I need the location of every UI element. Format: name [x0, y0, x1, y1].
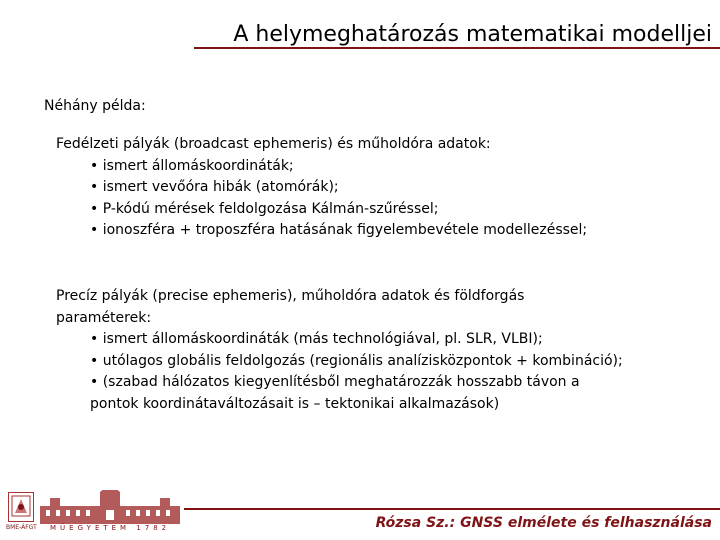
section-precise	[56, 286, 623, 415]
footer	[0, 488, 720, 540]
slide-title: A helymeghatározás matematikai modelljei	[233, 22, 712, 47]
bullet-item: • ionoszféra + troposzféra hatásának figyelembevétele modellezéssel;	[90, 222, 588, 238]
section-heading: Fedélzeti pályák (broadcast ephemeris) és műholdóra adatok:	[56, 136, 491, 152]
bullet-item: • utólagos globális feldolgozás (regionális analízisközpontok + kombináció);	[90, 352, 623, 369]
section-broadcast	[56, 134, 587, 242]
title-underline	[194, 47, 720, 49]
bullet-item: • ismert vevőóra hibák (atomórák);	[90, 179, 339, 195]
section-heading: Precíz pályák (precise ephemeris), műholdóra adatok és földforgás	[56, 288, 525, 304]
bullet-item: • ismert állomáskoordináták (más technológiával, pl. SLR, VLBI);	[90, 331, 543, 347]
bullet-continuation: pontok koordinátaváltozásait is – tektonikai alkalmazások)	[90, 395, 500, 412]
footer-rule	[184, 508, 720, 510]
footer-credit: Rózsa Sz.: GNSS elmélete és felhasználása	[375, 515, 712, 531]
bullet-item: • P-kódú mérések feldolgozása Kálmán-szűréssel;	[90, 200, 439, 217]
bullet-item: • ismert állomáskoordináták;	[90, 157, 294, 174]
logo-caption: BME-ÁFGT	[6, 524, 37, 531]
section-heading-cont: paraméterek:	[56, 309, 152, 326]
intro-text: Néhány példa:	[44, 98, 146, 114]
building-icon	[40, 490, 180, 524]
university-logo-icon	[8, 492, 34, 522]
motto-text: MŰEGYETEM 1782	[50, 524, 171, 532]
bullet-item: • (szabad hálózatos kiegyenlítésből meghatározzák hosszabb távon a	[90, 374, 580, 390]
